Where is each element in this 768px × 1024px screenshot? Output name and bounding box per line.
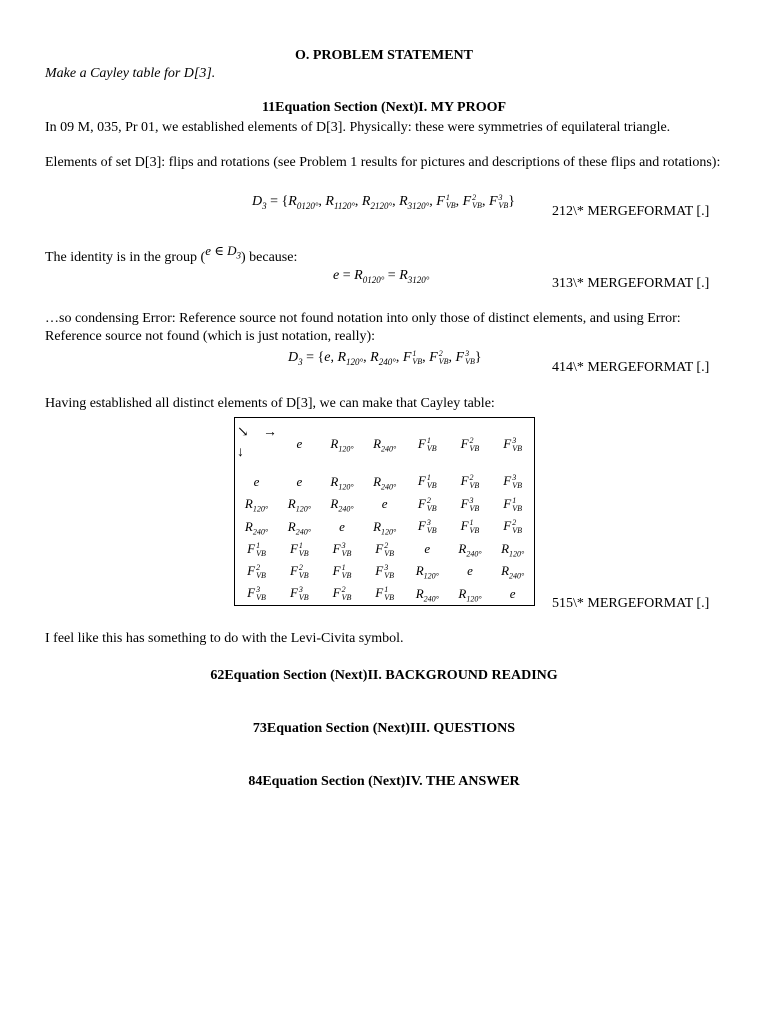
cayley-cell <box>449 538 492 560</box>
cayley-cell <box>321 471 364 493</box>
cayley-cell-symbol: $R_{240^\circ}$ <box>330 496 354 514</box>
eq3-element-list: e, $R_{120^\circ}$, $R_{240^\circ}$, F 1 VB , F 2 VB , F 3 VB <box>324 349 475 368</box>
group-element-symbol: $R_{240^\circ}$ <box>370 350 396 368</box>
cayley-cell-symbol: F 3 VB <box>289 585 309 603</box>
cayley-cell-symbol: $R_{120^\circ}$ <box>330 473 354 492</box>
cayley-cell-symbol: F 2 VB <box>460 473 480 491</box>
cayley-header-cell <box>278 418 321 471</box>
section-heading-my-proof: 11Equation Section (Next)I. MY PROOF <box>261 100 507 115</box>
cayley-cell <box>406 560 449 582</box>
cayley-row <box>235 560 534 582</box>
cayley-row <box>235 538 534 560</box>
cayley-row-label <box>235 471 278 493</box>
cayley-cell <box>449 583 492 605</box>
cayley-row-label <box>235 515 278 537</box>
cayley-row-label-symbol: F 1 VB <box>247 540 266 558</box>
cayley-cell-symbol: F 3 VB <box>460 495 480 513</box>
cayley-cell-symbol: F 3 VB <box>332 540 352 558</box>
cayley-cell <box>278 515 321 537</box>
cayley-cell-symbol: F 3 VB <box>503 473 522 491</box>
cayley-cell-symbol: F 2 VB <box>503 518 522 536</box>
cayley-cell-symbol: $R_{240^\circ}$ <box>458 541 482 559</box>
cayley-cell-symbol: F 2 VB <box>417 495 437 513</box>
cayley-row-label-symbol: F 2 VB <box>247 562 266 580</box>
cayley-cell <box>491 560 534 582</box>
cayley-cell-symbol: F 1 VB <box>460 518 480 536</box>
eq1-lhs: $D_3$ <box>252 194 267 212</box>
cayley-header-row <box>235 418 534 471</box>
cayley-cell <box>278 583 321 605</box>
cayley-cell <box>491 515 534 537</box>
cayley-cell-symbol: $R_{240^\circ}$ <box>415 585 439 604</box>
cayley-cell <box>491 493 534 515</box>
cayley-row <box>235 515 534 537</box>
cayley-cell-symbol: e <box>467 563 473 579</box>
right-arrow-icon: → <box>263 425 277 441</box>
cayley-cell <box>449 493 492 515</box>
cayley-row-label-symbol: $R_{120^\circ}$ <box>244 496 269 514</box>
equation-d3-distinct-elements: $D_3 = \{e$, $R_{120^\circ}$, $R_{240^\circ}$, F 1 VB , F 2 VB , F 3 VB } <box>288 349 482 368</box>
cayley-cell-symbol: $R_{120^\circ}$ <box>373 518 397 537</box>
cayley-header-cell <box>321 418 364 471</box>
cayley-cell <box>321 583 364 605</box>
cayley-cell-symbol: F 2 VB <box>332 585 352 603</box>
cayley-row-label-symbol: e <box>253 473 260 489</box>
equation-identity: $e = R_{0120^\circ} = R_{3120^\circ}$ <box>333 268 430 285</box>
cayley-cell <box>449 515 492 537</box>
cayley-cell-symbol: $R_{120^\circ}$ <box>501 541 525 559</box>
cayley-row <box>235 471 534 493</box>
rotation-symbol: $R_{0120^\circ}$ <box>288 194 319 212</box>
cayley-cell <box>491 538 534 560</box>
cayley-cell-symbol: e <box>339 518 345 534</box>
cayley-cell <box>363 538 406 560</box>
section-heading-the-answer: 84Equation Section (Next)IV. THE ANSWER <box>248 774 520 789</box>
eq1-rotation-list: $R_{0120^\circ}$, $R_{1120^\circ}$, $R_{2120^\circ}$, $R_{3120^\circ}$ <box>288 194 430 212</box>
cayley-cell <box>406 538 449 560</box>
cayley-cell-symbol: F 1 VB <box>417 473 437 491</box>
cayley-cell-symbol: F 1 VB <box>332 562 352 580</box>
cayley-cell <box>363 560 406 582</box>
cayley-cell <box>278 493 321 515</box>
cayley-cell-symbol: F 2 VB <box>289 562 309 580</box>
cayley-header-cell <box>363 418 406 471</box>
cayley-row-label <box>235 560 278 582</box>
cayley-cell <box>491 471 534 493</box>
proof-paragraph-cayley-intro: Having established all distinct elements of D[3], we can make that Cayley table: <box>45 396 495 411</box>
cayley-cell-symbol: $R_{120^\circ}$ <box>287 496 311 514</box>
cayley-cell-symbol: $R_{120^\circ}$ <box>458 585 482 604</box>
problem-statement-text: Make a Cayley table for D[3]. <box>45 66 216 81</box>
cayley-cell <box>321 515 364 537</box>
cayley-cell-symbol: F 2 VB <box>375 540 394 558</box>
equation-number-3: 414\* MERGEFORMAT [.] <box>552 360 710 375</box>
cayley-cell <box>449 560 492 582</box>
equation-number-1: 212\* MERGEFORMAT [.] <box>552 204 710 219</box>
equation-number-2: 313\* MERGEFORMAT [.] <box>552 276 710 291</box>
cayley-header-symbol: F 2 VB <box>460 435 480 453</box>
flip-symbol: F 3 VB <box>488 193 509 210</box>
cayley-cell <box>406 583 449 605</box>
identity-membership-math: e ∈ $D_3$ <box>205 243 241 261</box>
cayley-cell-symbol: $R_{240^\circ}$ <box>501 563 525 581</box>
proof-paragraph-1: In 09 M, 035, Pr 01, we established elements of D[3]. Physically: these were symmetries of equilateral triangle. <box>45 120 671 135</box>
cayley-cell <box>363 493 406 515</box>
cayley-cell <box>406 515 449 537</box>
cayley-header-cell <box>449 418 492 471</box>
group-element-symbol: $R_{120^\circ}$ <box>337 350 364 368</box>
cayley-cell-symbol: e <box>296 473 303 489</box>
section-heading-background-reading: 62Equation Section (Next)II. BACKGROUND READING <box>210 668 558 683</box>
cayley-table <box>234 417 535 606</box>
cayley-header-symbol: $R_{240^\circ}$ <box>373 436 397 454</box>
cayley-cell <box>363 471 406 493</box>
cayley-cell-symbol: e <box>509 585 516 601</box>
cayley-row <box>235 493 534 515</box>
cayley-cell <box>278 560 321 582</box>
rotation-symbol: $R_{3120^\circ}$ <box>399 194 430 212</box>
cayley-corner <box>235 418 278 471</box>
down-arrow-icon: ↓ <box>237 445 244 461</box>
cayley-cell-symbol: F 1 VB <box>289 540 309 558</box>
cayley-cell-symbol: F 3 VB <box>375 562 394 580</box>
rotation-symbol: $R_{1120^\circ}$ <box>325 194 355 212</box>
cayley-cell-symbol: $R_{240^\circ}$ <box>287 518 311 537</box>
cayley-row-label-symbol: F 3 VB <box>247 585 266 603</box>
group-element-symbol: e <box>324 350 331 366</box>
cayley-row-label <box>235 583 278 605</box>
cayley-cell-symbol: e <box>424 541 431 556</box>
cayley-header-symbol: $R_{120^\circ}$ <box>330 436 354 454</box>
cayley-cell <box>321 560 364 582</box>
cayley-cell-symbol: $R_{240^\circ}$ <box>373 473 397 492</box>
cayley-cell-symbol: F 1 VB <box>503 495 522 513</box>
cayley-cell <box>406 471 449 493</box>
equation-number-4: 515\* MERGEFORMAT [.] <box>552 596 710 611</box>
diagonal-arrow-icon: ↘ <box>237 425 249 441</box>
group-element-symbol: F 1 VB <box>402 349 423 366</box>
flip-symbol: F 2 VB <box>462 193 482 210</box>
group-element-symbol: F 2 VB <box>429 349 449 366</box>
cayley-cell <box>363 583 406 605</box>
cayley-cell <box>406 493 449 515</box>
cayley-cell <box>491 583 534 605</box>
section-heading-problem-statement: O. PROBLEM STATEMENT <box>294 48 473 63</box>
cayley-cell-symbol: F 1 VB <box>375 585 394 603</box>
cayley-cell <box>321 493 364 515</box>
cayley-cell <box>278 538 321 560</box>
proof-paragraph-condensing: …so condensing Error: Reference source not found notation into only those of distinct elements, and using Error: Reference source not found (which is just notation, really): <box>45 311 681 344</box>
cayley-cell <box>278 471 321 493</box>
cayley-header-symbol: F 3 VB <box>503 435 522 453</box>
cayley-row-label-symbol: $R_{240^\circ}$ <box>244 518 269 537</box>
group-element-symbol: F 3 VB <box>455 349 475 366</box>
cayley-header-cell <box>406 418 449 471</box>
proof-paragraph-levi-civita: I feel like this has something to do with the Levi-Civita symbol. <box>45 631 404 646</box>
section-heading-questions: 73Equation Section (Next)III. QUESTIONS <box>252 721 516 736</box>
cayley-row-label <box>235 538 278 560</box>
flip-symbol: F 1 VB <box>436 193 456 210</box>
equation-d3-all-elements: $D_3 = \{R_{0120^\circ}$, $R_{1120^\circ}$, $R_{2120^\circ}$, $R_{3120^\circ}$, F 1 VB , F 2 VB , F 3 VB } <box>252 193 516 212</box>
cayley-header-symbol: e <box>296 436 303 452</box>
cayley-cell <box>363 515 406 537</box>
cayley-cell-symbol: $R_{120^\circ}$ <box>415 563 439 581</box>
cayley-row <box>235 583 534 605</box>
cayley-cell-symbol: e <box>381 496 388 512</box>
cayley-header-symbol: F 1 VB <box>417 435 437 453</box>
cayley-header-cell <box>491 418 534 471</box>
cayley-cell <box>449 471 492 493</box>
rotation-symbol: $R_{2120^\circ}$ <box>361 194 393 212</box>
cayley-cell <box>321 538 364 560</box>
identity-paragraph: The identity is in the group (e ∈ $D_3$) because: <box>45 243 298 265</box>
proof-paragraph-2: Elements of set D[3]: flips and rotations (see Problem 1 results for pictures and descriptions of these flips and rotations): <box>45 155 721 170</box>
cayley-row-label <box>235 493 278 515</box>
eq1-flip-list: , F 1 VB , F 2 VB , F 3 VB <box>429 193 509 210</box>
cayley-cell-symbol: F 3 VB <box>417 518 437 536</box>
